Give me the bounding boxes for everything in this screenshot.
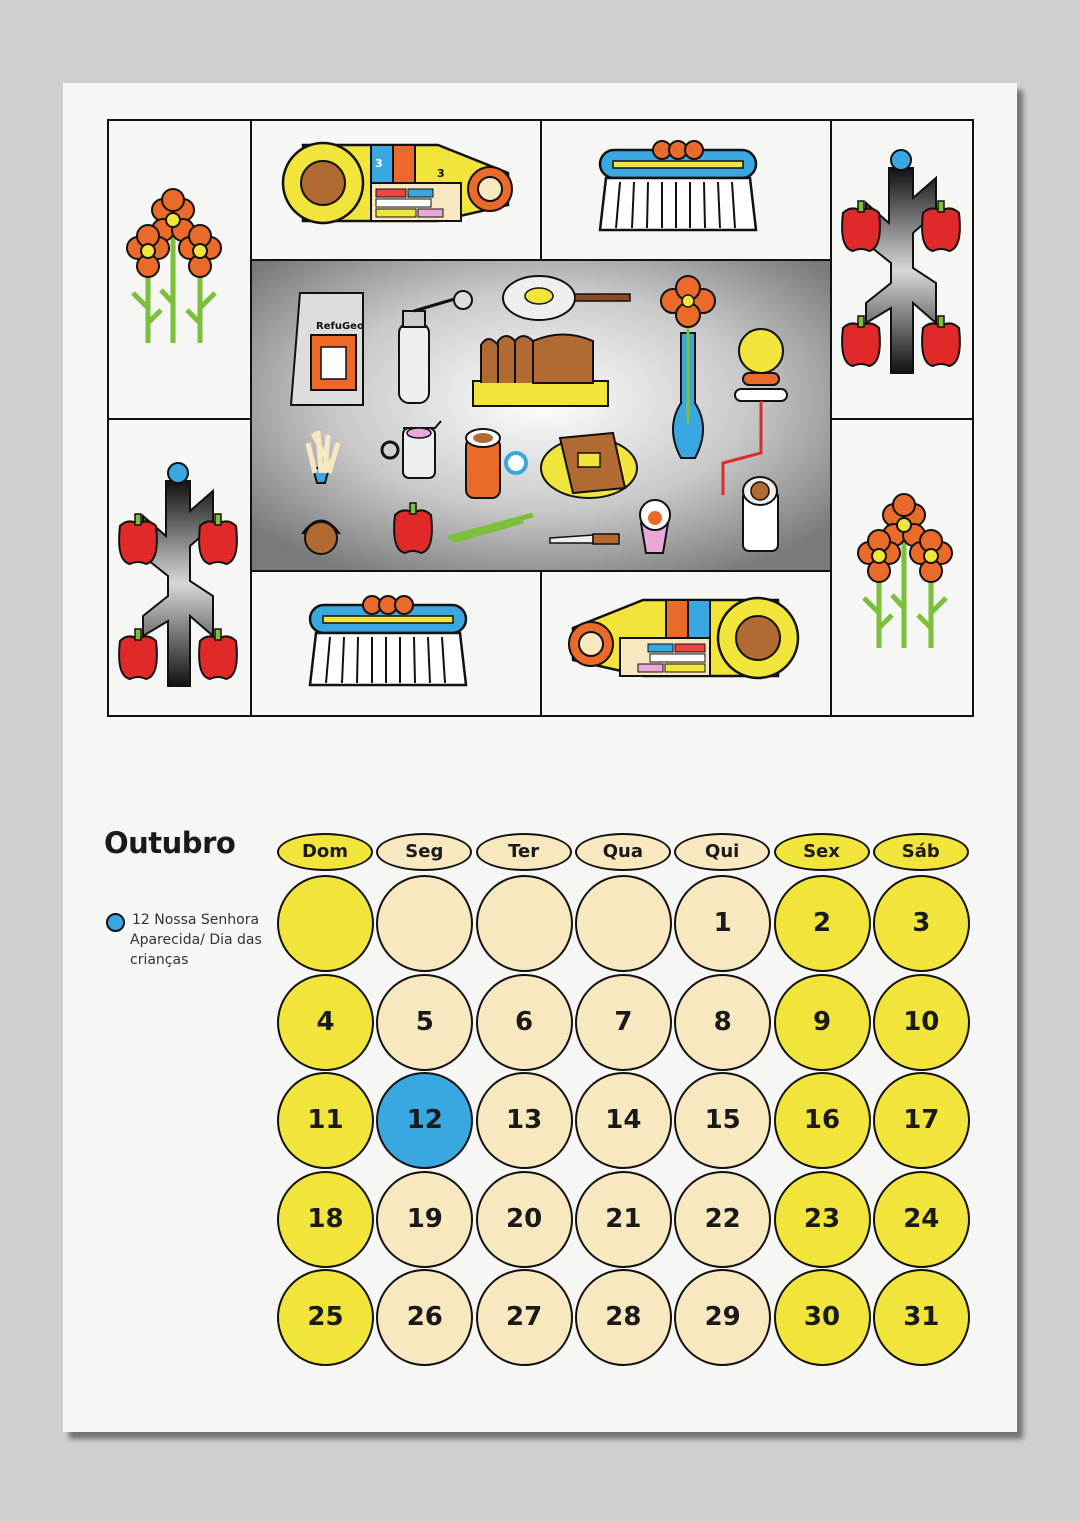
day-cell: 10 xyxy=(873,974,970,1071)
holiday-dot-icon xyxy=(106,913,125,932)
tape-dispenser-icon xyxy=(569,598,798,678)
day-cell: 21 xyxy=(575,1171,672,1268)
tape-dispenser-icon xyxy=(283,143,512,223)
calendar-page xyxy=(63,83,1017,1432)
empty-day-cell xyxy=(376,875,473,972)
day-cell: 17 xyxy=(873,1072,970,1169)
weekday-header: Sáb xyxy=(873,833,969,871)
day-cell: 16 xyxy=(774,1072,871,1169)
day-cell: 14 xyxy=(575,1072,672,1169)
day-cell: 18 xyxy=(277,1171,374,1268)
weekday-header: Ter xyxy=(476,833,572,871)
svg-text:RefuGeo: RefuGeo xyxy=(316,321,364,332)
day-cell: 24 xyxy=(873,1171,970,1268)
day-cell: 5 xyxy=(376,974,473,1071)
day-cell: 7 xyxy=(575,974,672,1071)
pepper-tree-icon xyxy=(119,463,237,686)
brush-icon xyxy=(310,596,466,685)
day-cell: 30 xyxy=(774,1269,871,1366)
day-cell: 2 xyxy=(774,875,871,972)
empty-day-cell xyxy=(277,875,374,972)
month-title: Outubro xyxy=(104,826,236,860)
day-cell: 15 xyxy=(674,1072,771,1169)
bread-loaf-icon xyxy=(473,335,608,407)
weekday-header: Qui xyxy=(674,833,770,871)
weekday-header: Dom xyxy=(277,833,373,871)
day-cell: 29 xyxy=(674,1269,771,1366)
day-cell: 22 xyxy=(674,1171,771,1268)
weekday-header: Qua xyxy=(575,833,671,871)
day-cell: 25 xyxy=(277,1269,374,1366)
weekday-header: Sex xyxy=(774,833,870,871)
empty-day-cell xyxy=(476,875,573,972)
paper-roll-icon xyxy=(743,477,778,551)
tape-label: 3 xyxy=(437,167,445,180)
brush-icon xyxy=(600,141,756,230)
day-cell: 20 xyxy=(476,1171,573,1268)
pepper-icon xyxy=(394,503,432,553)
day-cell: 8 xyxy=(674,974,771,1071)
holiday-note: 12 Nossa Senhora Aparecida/ Dia das crianças xyxy=(130,912,262,968)
tape-label: 3 xyxy=(375,157,383,170)
day-cell: 13 xyxy=(476,1072,573,1169)
flowers-icon xyxy=(858,494,952,648)
day-cell: 9 xyxy=(774,974,871,1071)
coffee-bag-icon xyxy=(291,293,364,405)
day-cell: 27 xyxy=(476,1269,573,1366)
pepper-tree-icon xyxy=(842,150,960,373)
day-cell: 4 xyxy=(277,974,374,1071)
day-cell: 23 xyxy=(774,1171,871,1268)
day-cell: 31 xyxy=(873,1269,970,1366)
day-cell: 26 xyxy=(376,1269,473,1366)
weekday-header: Seg xyxy=(376,833,472,871)
day-cell: 6 xyxy=(476,974,573,1071)
day-cell: 28 xyxy=(575,1269,672,1366)
empty-day-cell xyxy=(575,875,672,972)
flowers-icon xyxy=(127,189,221,343)
day-cell: 12 xyxy=(376,1072,473,1169)
kitchen-illustration xyxy=(63,83,1017,743)
day-cell: 1 xyxy=(674,875,771,972)
day-cell: 19 xyxy=(376,1171,473,1268)
day-cell: 11 xyxy=(277,1072,374,1169)
day-cell: 3 xyxy=(873,875,970,972)
